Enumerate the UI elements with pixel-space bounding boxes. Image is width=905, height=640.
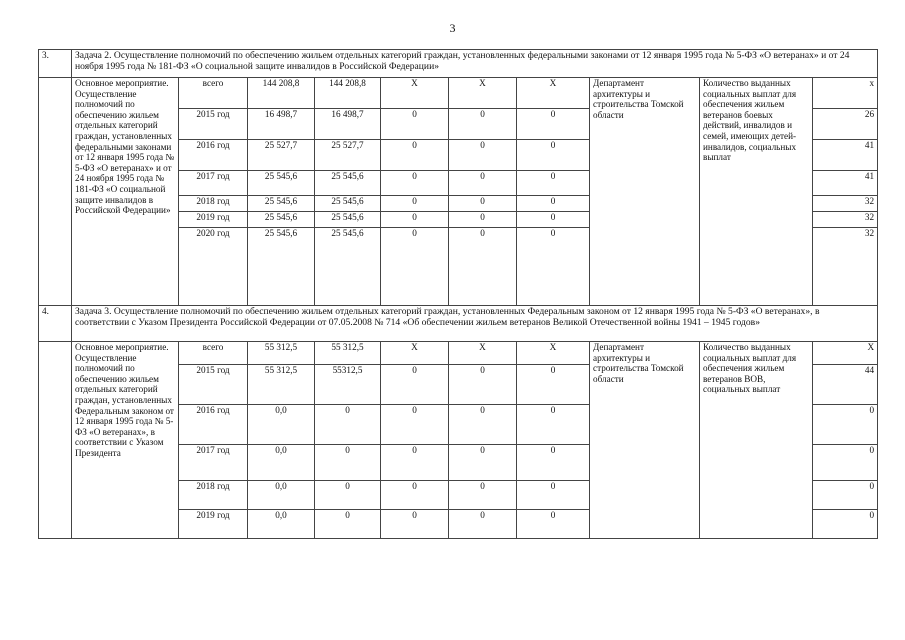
local-cell: 0 [449,365,517,405]
local-cell: Х [449,342,517,365]
total-cell: 0,0 [248,510,315,539]
period-cell: 2016 год [179,405,248,445]
local-cell: Х [449,78,517,109]
task-row [39,306,878,342]
other-cell: Х [517,342,590,365]
federal-cell: 0 [315,445,381,481]
total-cell: 16 498,7 [248,109,315,140]
period-cell: 2019 год [179,510,248,539]
other-cell: 0 [517,510,590,539]
other-cell: 0 [517,365,590,405]
local-cell: 0 [449,445,517,481]
indicator-value: Х [813,342,878,365]
federal-cell: 0 [315,405,381,445]
total-cell: 25 545,6 [248,212,315,228]
indicator-value: 0 [813,510,878,539]
row-number: 3. [39,50,72,78]
task-title: Задача 3. Осуществление полномочий по обеспечению жильем отдельных категорий граждан, установленных Федеральным законом от 12 января 1995 года № 5-ФЗ «О ветеранах», в соответствии с Указом Президента Российской Федерации от 07.05.2008 № 714 «Об обеспечении жильем ветеранов Великой Отечественной войны 1941 – 1945 годов» [72,306,878,342]
other-cell: 0 [517,140,590,171]
total-cell: 25 527,7 [248,140,315,171]
measure-name: Основное мероприятие. Осуществление полномочий по обеспечению жильем отдельных категорий граждан, установленных Федеральным законом от 12 января 1995 года № 5-ФЗ «О ветеранах», в соответствии с Указом Президента [72,342,179,539]
other-cell: 0 [517,481,590,510]
indicator-value: 26 [813,109,878,140]
indicator-value: 0 [813,405,878,445]
regional-cell: 0 [381,481,449,510]
other-cell: Х [517,78,590,109]
federal-cell: 0 [315,481,381,510]
local-cell: 0 [449,109,517,140]
total-cell: 55 312,5 [248,365,315,405]
federal-cell: 144 208,8 [315,78,381,109]
local-cell: 0 [449,405,517,445]
regional-cell: 0 [381,109,449,140]
other-cell: 0 [517,405,590,445]
indicator-value: х [813,78,878,109]
period-cell: 2016 год [179,140,248,171]
local-cell: 0 [449,481,517,510]
total-cell: 55 312,5 [248,342,315,365]
period-cell: 2019 год [179,212,248,228]
executor: Департамент архитектуры и строительства Томской области [590,78,700,306]
indicator-value: 32 [813,212,878,228]
period-cell: всего [179,78,248,109]
federal-cell: 25 545,6 [315,171,381,196]
local-cell: 0 [449,510,517,539]
period-cell: 2017 год [179,171,248,196]
other-cell: 0 [517,171,590,196]
local-cell: 0 [449,171,517,196]
federal-cell: 25 545,6 [315,196,381,212]
number-cell-empty [39,78,72,306]
total-cell: 0,0 [248,445,315,481]
indicator-value: 44 [813,365,878,405]
period-cell: 2015 год [179,365,248,405]
regional-cell: 0 [381,445,449,481]
period-cell: 2018 год [179,196,248,212]
table-row [39,78,878,109]
total-cell: 25 545,6 [248,171,315,196]
indicator-name: Количество выданных социальных выплат для обеспечения жильем ветеранов ВОВ, социальных выплат [700,342,813,539]
total-cell: 0,0 [248,405,315,445]
task-title: Задача 2. Осуществление полномочий по обеспечению жильем отдельных категорий граждан, установленных федеральными законами от 12 января 1995 года № 5-ФЗ «О ветеранах» и от 24 ноября 1995 года № 181-ФЗ «О социальной защите инвалидов в Российской Федерации» [72,50,878,78]
federal-cell: 0 [315,510,381,539]
local-cell: 0 [449,228,517,306]
table-row [39,342,878,365]
regional-cell: Х [381,342,449,365]
table-body [39,50,878,539]
federal-cell: 16 498,7 [315,109,381,140]
program-table [38,49,878,539]
regional-cell: Х [381,78,449,109]
other-cell: 0 [517,228,590,306]
period-cell: 2015 год [179,109,248,140]
number-cell-empty [39,342,72,539]
period-cell: 2020 год [179,228,248,306]
regional-cell: 0 [381,405,449,445]
indicator-value: 41 [813,171,878,196]
regional-cell: 0 [381,228,449,306]
other-cell: 0 [517,196,590,212]
regional-cell: 0 [381,212,449,228]
local-cell: 0 [449,212,517,228]
page-number: 3 [449,21,456,35]
period-cell: 2017 год [179,445,248,481]
other-cell: 0 [517,445,590,481]
federal-cell: 55312,5 [315,365,381,405]
row-number: 4. [39,306,72,342]
indicator-name: Количество выданных социальных выплат для обеспечения жильем ветеранов боевых действий, инвалидов и семей, имеющих детей-инвалидов, социальных выплат [700,78,813,306]
indicator-value: 32 [813,196,878,212]
regional-cell: 0 [381,140,449,171]
regional-cell: 0 [381,510,449,539]
indicator-value: 0 [813,445,878,481]
local-cell: 0 [449,140,517,171]
federal-cell: 25 545,6 [315,228,381,306]
period-cell: 2018 год [179,481,248,510]
indicator-value: 0 [813,481,878,510]
executor: Департамент архитектуры и строительства Томской области [590,342,700,539]
measure-name: Основное мероприятие. Осуществление полномочий по обеспечению жильем отдельных категорий граждан, установленных федеральными законами от 12 января 1995 года № 5-ФЗ «О ветеранах» и от 24 ноября 1995 года № 181-ФЗ «О социальной защите инвалидов в Российской Федерации» [72,78,179,306]
regional-cell: 0 [381,365,449,405]
regional-cell: 0 [381,196,449,212]
period-cell: всего [179,342,248,365]
total-cell: 0,0 [248,481,315,510]
federal-cell: 25 545,6 [315,212,381,228]
other-cell: 0 [517,109,590,140]
total-cell: 144 208,8 [248,78,315,109]
indicator-value: 32 [813,228,878,306]
total-cell: 25 545,6 [248,228,315,306]
other-cell: 0 [517,212,590,228]
total-cell: 25 545,6 [248,196,315,212]
local-cell: 0 [449,196,517,212]
regional-cell: 0 [381,171,449,196]
task-row [39,50,878,78]
indicator-value: 41 [813,140,878,171]
federal-cell: 25 527,7 [315,140,381,171]
federal-cell: 55 312,5 [315,342,381,365]
